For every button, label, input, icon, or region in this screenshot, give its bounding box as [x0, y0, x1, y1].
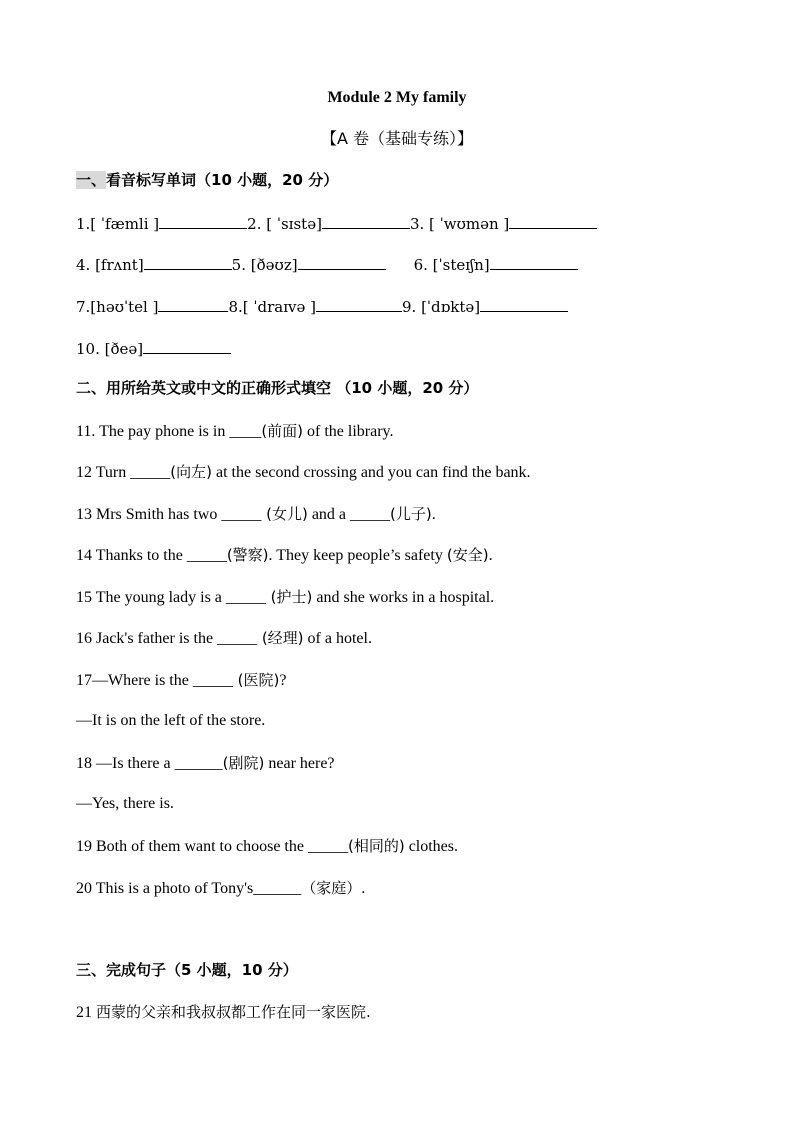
- question-text: .: [361, 880, 366, 897]
- question-text: 19 Both of them want to choose the: [76, 838, 308, 855]
- phonetic-row-4: [76, 338, 231, 360]
- hint-text: (女儿): [261, 505, 308, 523]
- hint-text: (儿子): [390, 505, 432, 523]
- question-12: [76, 462, 531, 483]
- hint-text: (向左): [170, 463, 212, 481]
- question-text: at the second crossing and you can find the bank.: [211, 464, 531, 481]
- question-text: 15 The young lady is a: [76, 589, 226, 606]
- answer-blank-10[interactable]: [143, 338, 231, 354]
- hint-text: (护士): [265, 588, 313, 606]
- question-21: [76, 1002, 371, 1023]
- phonetic-item-4: 4. [frʌnt]: [76, 256, 144, 274]
- question-text: 20 This is a photo of Tony's: [76, 880, 254, 897]
- answer-17: [76, 711, 265, 731]
- answer-blank-6[interactable]: [490, 254, 578, 270]
- hint-text: (警察): [226, 546, 269, 564]
- answer-blank-16[interactable]: _____: [217, 630, 258, 647]
- answer-blank-13b[interactable]: _____: [350, 506, 391, 523]
- phonetic-row-3: [76, 296, 568, 318]
- question-text: and a: [307, 506, 351, 523]
- question-text: clothes.: [404, 838, 459, 855]
- question-11: [76, 421, 394, 442]
- answer-blank-19[interactable]: _____: [307, 838, 348, 855]
- answer-blank-13a[interactable]: _____: [221, 506, 262, 523]
- hint-text: (相同的): [347, 837, 405, 855]
- hint-text: (剧院): [222, 754, 265, 772]
- phonetic-item-3: 3. [ ˈwʊmən ]: [409, 215, 510, 233]
- phonetic-item-9: 9. [ˈdɒktə]: [402, 298, 481, 316]
- question-18: [76, 753, 335, 774]
- question-15: [76, 587, 494, 608]
- answer-blank-17[interactable]: _____: [192, 672, 233, 689]
- answer-blank-18[interactable]: ______: [174, 755, 223, 772]
- phonetic-row-2: [76, 254, 578, 276]
- answer-blank-20[interactable]: ______: [253, 880, 302, 897]
- question-16: [76, 628, 372, 649]
- question-text: of the library.: [303, 423, 394, 440]
- question-text: 18 —Is there a: [76, 755, 175, 772]
- answer-blank-8[interactable]: [316, 296, 402, 312]
- phonetic-item-5: 5. [ðəʊz]: [231, 256, 298, 274]
- question-text: 12 Turn: [76, 464, 131, 481]
- answer-blank-7[interactable]: [158, 296, 228, 312]
- question-text: 西蒙的父亲和我叔叔都工作在同一家医院.: [96, 1003, 371, 1021]
- question-14: [76, 545, 493, 566]
- question-text: .: [488, 547, 493, 564]
- answer-blank-14[interactable]: _____: [186, 547, 227, 564]
- question-text: 11. The pay phone is in: [76, 423, 230, 440]
- section3-heading: 三、完成句子（5 小题，10 分）: [76, 961, 298, 979]
- section1-heading: [76, 170, 338, 190]
- answer-blank-5[interactable]: [298, 254, 386, 270]
- answer-blank-11[interactable]: ____: [229, 423, 262, 440]
- question-13: [76, 504, 436, 525]
- question-text: . They keep people’s safety: [268, 547, 447, 564]
- hint-text: (医院): [232, 671, 280, 689]
- phonetic-item-2: 2. [ ˈsɪstə]: [247, 215, 322, 233]
- phonetic-item-1: 1.[ ˈfæmli ]: [76, 215, 160, 233]
- question-number: 21: [76, 1004, 96, 1021]
- phonetic-item-10: 10. [ðeə]: [76, 340, 144, 358]
- phonetic-item-8: 8.[ ˈdraɪvə ]: [228, 298, 316, 316]
- hint-text: （家庭）: [301, 879, 362, 897]
- answer-blank-15[interactable]: _____: [225, 589, 266, 606]
- question-text: —Yes, there is.: [76, 795, 174, 812]
- section2-heading: 二、用所给英文或中文的正确形式填空 （10 小题，20 分）: [76, 379, 479, 397]
- section1-heading-text: 看音标写单词（10 小题，20 分）: [106, 171, 339, 189]
- answer-blank-2[interactable]: [322, 213, 410, 229]
- question-text: of a hotel.: [303, 630, 372, 647]
- question-19: [76, 836, 458, 857]
- answer-blank-12[interactable]: _____: [130, 464, 171, 481]
- hint-text: (前面): [261, 422, 304, 440]
- question-text: —It is on the left of the store.: [76, 712, 266, 729]
- question-text: .: [431, 506, 436, 523]
- question-text: near here?: [264, 755, 335, 772]
- hint-text: (经理): [257, 629, 304, 647]
- answer-blank-1[interactable]: [159, 213, 247, 229]
- answer-blank-4[interactable]: [144, 254, 232, 270]
- question-text: and she works in a hospital.: [312, 589, 495, 606]
- answer-18: [76, 794, 174, 814]
- page-subtitle: 【A 卷（基础专练）】: [320, 129, 474, 148]
- phonetic-item-7: 7.[həʊˈtel ]: [76, 298, 159, 316]
- question-text: 17—Where is the: [76, 672, 193, 689]
- section1-marker: 一、: [76, 171, 107, 189]
- phonetic-item-6: 6. [ˈsteɪʃn]: [413, 256, 490, 274]
- question-text: 13 Mrs Smith has two: [76, 506, 222, 523]
- answer-blank-9[interactable]: [480, 296, 568, 312]
- question-text: 14 Thanks to the: [76, 547, 187, 564]
- question-text: 16 Jack's father is the: [76, 630, 218, 647]
- question-text: ?: [279, 672, 287, 689]
- page-title: Module 2 My family: [327, 89, 467, 106]
- answer-blank-3[interactable]: [509, 213, 597, 229]
- hint-text: (安全): [446, 546, 489, 564]
- question-17: [76, 670, 286, 691]
- phonetic-row-1: [76, 213, 597, 235]
- question-20: [76, 878, 365, 899]
